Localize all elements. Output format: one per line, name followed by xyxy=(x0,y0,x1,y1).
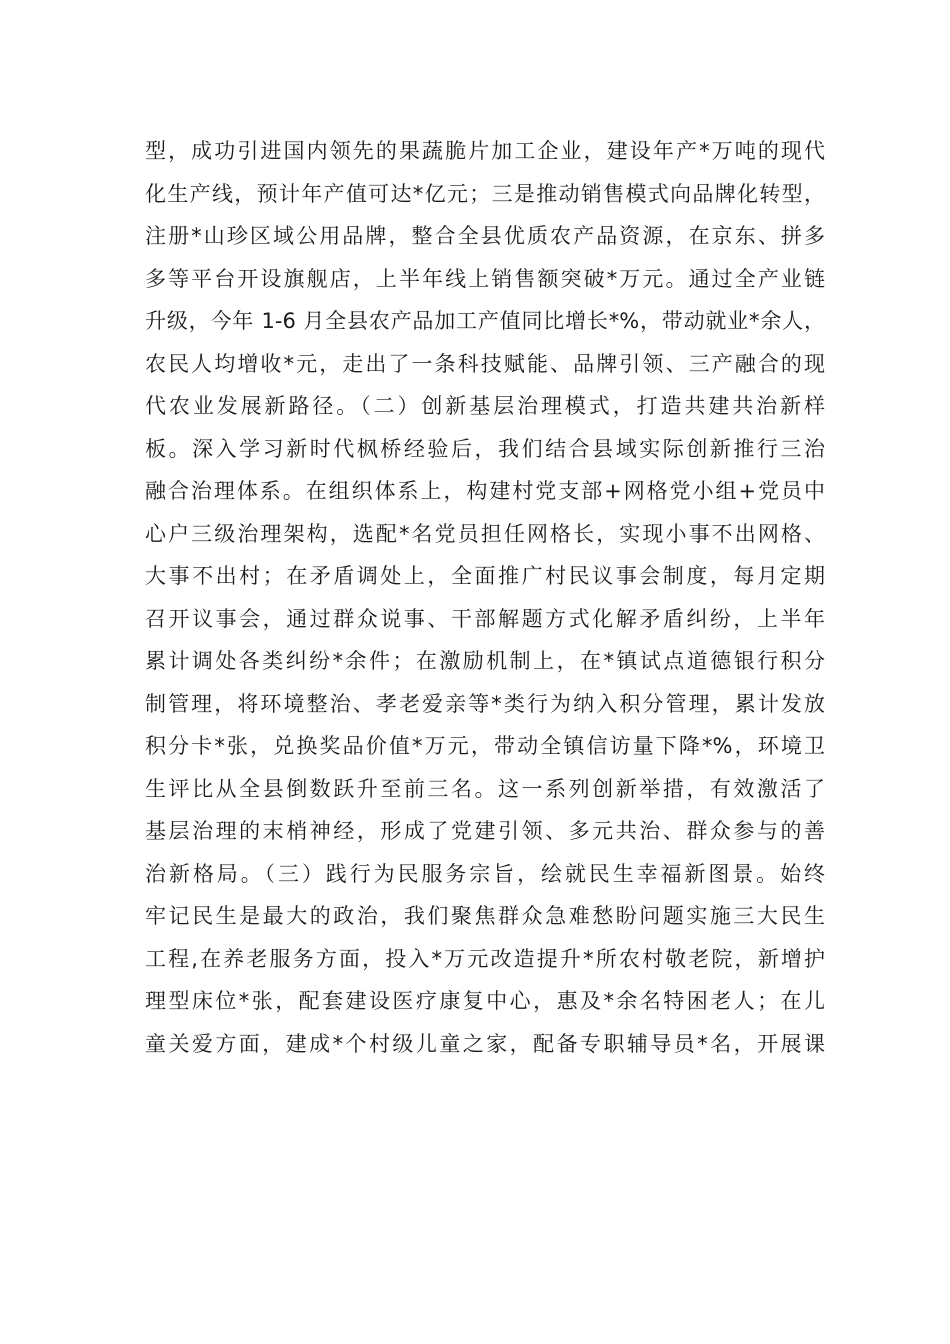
text-line: 多等平台开设旗舰店，上半年线上销售额突破*万元。通过全产业链 xyxy=(145,266,825,291)
text-line: 农民人均增收*元，走出了一条科技赋能、品牌引领、三产融合的现 xyxy=(145,351,825,376)
text-line: 召开议事会，通过群众说事、干部解题方式化解矛盾纠纷，上半年 xyxy=(145,606,825,631)
text-line: 板。深入学习新时代枫桥经验后，我们结合县域实际创新推行三治 xyxy=(145,436,825,461)
text-line: 积分卡*张，兑换奖品价值*万元，带动全镇信访量下降*%，环境卫 xyxy=(145,734,825,758)
text-line: 代农业发展新路径。（二）创新基层治理模式，打造共建共治新样 xyxy=(145,394,825,418)
text-line: 制管理，将环境整治、孝老爱亲等*类行为纳入积分管理，累计发放 xyxy=(145,691,825,716)
text-line: 生评比从全县倒数跃升至前三名。这一系列创新举措，有效激活了 xyxy=(145,776,825,801)
text-line: 理型床位*张，配套建设医疗康复中心，惠及*余名特困老人；在儿 xyxy=(145,989,825,1013)
text-line: 化生产线，预计年产值可达*亿元；三是推动销售模式向品牌化转型， xyxy=(145,181,825,206)
text-line: 型，成功引进国内领先的果蔬脆片加工企业，建设年产*万吨的现代 xyxy=(145,139,825,163)
text-line: 大事不出村；在矛盾调处上，全面推广村民议事会制度，每月定期 xyxy=(145,564,825,588)
text-line: 治新格局。（三）践行为民服务宗旨，绘就民生幸福新图景。始终 xyxy=(145,861,825,886)
text-line: 累计调处各类纠纷*余件；在激励机制上，在*镇试点道德银行积分 xyxy=(145,649,825,673)
text-line: 牢记民生是最大的政治，我们聚焦群众急难愁盼问题实施三大民生 xyxy=(145,904,825,928)
text-line: 工程,在养老服务方面，投入*万元改造提升*所农村敬老院，新增护 xyxy=(145,946,825,971)
text-line: 融合治理体系。在组织体系上，构建村党支部+网格党小组+党员中 xyxy=(145,479,825,503)
text-line: 注册*山珍区域公用品牌，整合全县优质农产品资源，在京东、拼多 xyxy=(145,224,825,248)
text-line: 心户三级治理架构，选配*名党员担任网格长，实现小事不出网格、 xyxy=(145,521,825,546)
text-line: 基层治理的末梢神经，形成了党建引领、多元共治、群众参与的善 xyxy=(145,819,825,843)
text-line: 升级，今年 1-6 月全县农产品加工产值同比增长*%，带动就业*余人， xyxy=(145,309,825,333)
text-line: 童关爱方面，建成*个村级儿童之家，配备专职辅导员*名，开展课 xyxy=(145,1031,825,1056)
body-text xyxy=(145,130,825,1065)
